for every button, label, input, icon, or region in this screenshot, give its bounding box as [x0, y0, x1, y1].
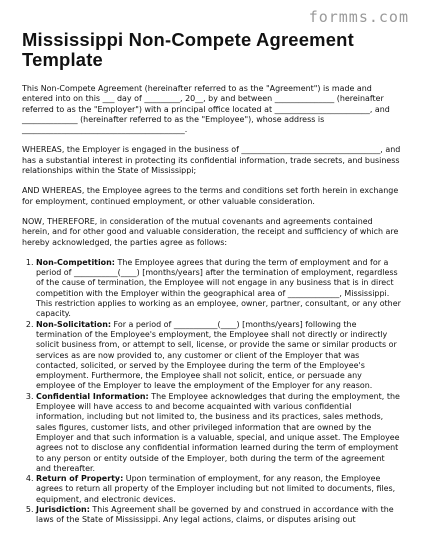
- clause-text: This Agreement shall be governed by and construed in accordance with the laws of the State of Mississippi. Any legal actions, claims, or disputes arising out: [36, 504, 394, 525]
- intro-paragraph: This Non-Compete Agreement (hereinafter referred to as the "Agreement") is made and entered into on this ___ day of _________, 20__, by and between _______________ (hereinafter referred to as the "Employer") with a principal office located at ________________________, and ______________ (hereinafter referred to as the "Employee"), whose address is _________________________________________.: [22, 84, 390, 135]
- document-page: [22, 30, 402, 526]
- clause-heading: Non-Competition:: [36, 257, 115, 267]
- clause-heading: Confidential Information:: [36, 391, 149, 401]
- whereas-paragraph-2: AND WHEREAS, the Employee agrees to the terms and conditions set forth herein in exchange for employment, continued employment, or other valuable consideration.: [22, 186, 399, 206]
- clause-text: For a period of ___________(____) [months/years] following the termination of the Employee's employment, the Employee shall not directly or indirectly solicit business from, or attempt to sell, license, or provide the same or similar products or services as are now provided to, any customer or client of the Employer that was contacted, solicited, or served by the Employee during the term of the Employee's employment. Furthermore, the Employee shall not solicit, entice, or persuade any employee of the Employer to leave the employment of the Employer for any reason.: [36, 319, 397, 391]
- page-title: Mississippi Non-Compete Agreement Template: [22, 29, 354, 70]
- clause-item: [36, 505, 402, 526]
- clause-text: Upon termination of employment, for any reason, the Employee agrees to return all property of the Employer including but not limited to documents, files, equipment, and electronic devices.: [36, 474, 396, 504]
- clause-item: [36, 392, 402, 474]
- clause-item: [36, 320, 402, 392]
- clause-text: The Employee agrees that during the term of employment and for a period of ___________(____) [months/years] after the termination of employment, regardless of the cause of termination, the Employee will not engage in any business that is in direct competition with the Employer within the geographical area of _____________, Mississippi. This restriction applies to working as an employee, owner, partner, consultant, or any other capacity.: [36, 257, 401, 319]
- clause-text: The Employee acknowledges that during the employment, the Employee will have access to and become acquainted with various confidential information, including but not limited to, the business and its practices, sales methods, sales figures, customer lists, and other privileged information that are owned by the Employer and that such information is a valuable, special, and unique asset. The Employee agrees not to disclose any confidential information learned during the term of employment to any person or entity outside of the Employer, both during the term of the agreement and thereafter.: [36, 391, 400, 473]
- clause-item: [36, 258, 402, 320]
- now-therefore-paragraph: NOW, THEREFORE, in consideration of the mutual covenants and agreements contained herein, and for other good and valuable consideration, the receipt and sufficiency of which are hereby acknowledged, the parties agree as follows:: [22, 216, 399, 247]
- clause-heading: Jurisdiction:: [36, 504, 90, 514]
- watermark: formms.com: [308, 8, 409, 26]
- clause-heading: Non-Solicitation:: [36, 319, 112, 329]
- clause-list: [22, 258, 402, 526]
- clause-item: [36, 474, 402, 505]
- clause-heading: Return of Property:: [36, 474, 124, 484]
- whereas-paragraph-1: WHEREAS, the Employer is engaged in the business of ___________________________________, and has a substantial interest in protecting its confidential information, trade secrets, and business relationships within the State of Mississippi;: [22, 145, 401, 176]
